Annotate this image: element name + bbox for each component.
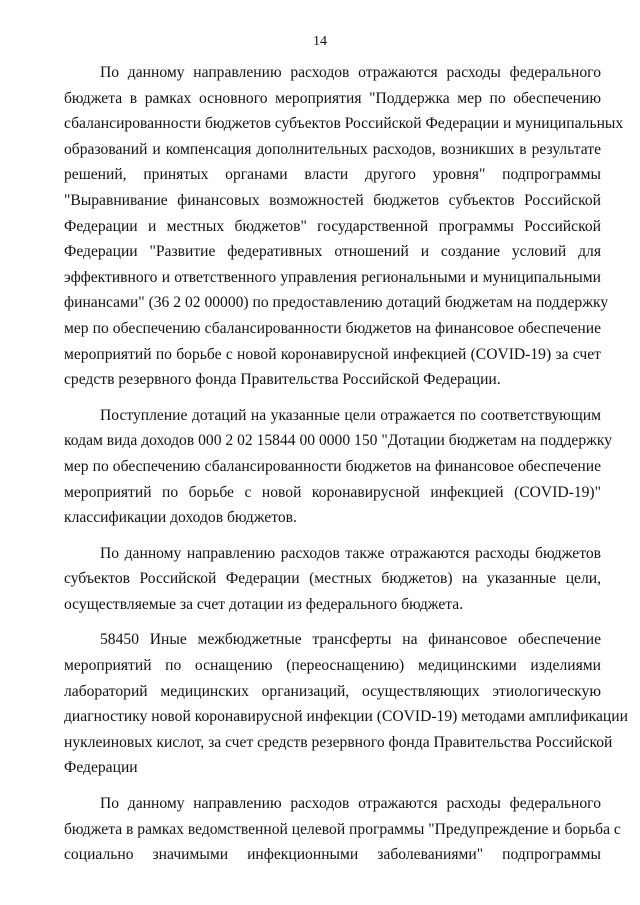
text-line: диагностику новой коронавирусной инфекции (COVID-19) методами амплификации: [64, 708, 628, 726]
text-line: образований и компенсация дополнительных расходов, возникших в результате: [64, 140, 601, 158]
text-line: мероприятий по борьбе с новой коронавирусной инфекцией (COVID-19) за счет: [64, 345, 601, 363]
text-line: 58450 Иные межбюджетные трансферты на финансовое обеспечение: [100, 631, 601, 649]
page-number: 14: [313, 34, 327, 49]
text-line: бюджета в рамках ведомственной целевой программы "Предупреждение и борьба с: [64, 820, 621, 838]
text-line: По данному направлению расходов отражаются расходы федерального: [100, 795, 601, 813]
text-line: мер по обеспечению сбалансированности бюджетов на финансовое обеспечение: [64, 457, 601, 475]
text-line: Федерации и местных бюджетов" государственной программы Российской: [64, 217, 601, 235]
text-line: кодам вида доходов 000 2 02 15844 00 0000 150 "Дотации бюджетам на поддержку: [64, 432, 613, 450]
text-line: мероприятий по оснащению (переоснащению) медицинскими изделиями: [64, 657, 601, 675]
paragraph-regional-budgets: [64, 541, 601, 618]
text-line: Федерации: [64, 759, 138, 777]
paragraph-federal-expenses-balance-support: [64, 60, 624, 393]
document-body: [64, 60, 628, 878]
text-line: лабораторий медицинских организаций, осуществляющих этиологическую: [64, 682, 601, 700]
paragraph-revenue-codes: [64, 403, 613, 531]
text-line: "Выравнивание финансовых возможностей бюджетов субъектов Российской: [64, 191, 601, 209]
text-line: субъектов Российской Федерации (местных бюджетов) на указанные цели,: [64, 570, 601, 588]
text-line: Федерации "Развитие федеративных отношений и создание условий для: [64, 243, 601, 261]
text-line: осуществляемые за счет дотации из федерального бюджета.: [64, 595, 464, 613]
paragraph-departmental-program: [64, 791, 621, 868]
text-line: По данному направлению расходов также отражаются расходы бюджетов: [100, 544, 601, 562]
paragraph-code-58450: [64, 627, 628, 781]
text-line: социально значимыми инфекционными заболеваниями" подпрограммы: [64, 846, 601, 864]
text-line: По данному направлению расходов отражаются расходы федерального: [100, 64, 601, 81]
text-line: бюджета в рамках основного мероприятия "Поддержка мер по обеспечению: [64, 89, 601, 107]
text-line: нуклеиновых кислот, за счет средств резервного фонда Правительства Российской: [64, 733, 613, 751]
text-line: эффективного и ответственного управления региональными и муниципальными: [64, 268, 601, 286]
text-line: сбалансированности бюджетов субъектов Российской Федерации и муниципальных: [64, 115, 624, 133]
text-line: Поступление дотаций на указанные цели отражается по соответствующим: [100, 406, 601, 424]
text-line: классификации доходов бюджетов.: [64, 509, 297, 527]
text-line: мер по обеспечению сбалансированности бюджетов на финансовое обеспечение: [64, 319, 601, 337]
text-line: мероприятий по борьбе с новой коронавирусной инфекцией (COVID-19)": [64, 483, 601, 501]
text-line: средств резервного фонда Правительства Российской Федерации.: [64, 371, 501, 389]
text-line: финансами" (36 2 02 00000) по предоставлению дотаций бюджетам на поддержку: [64, 294, 609, 312]
text-line: решений, принятых органами власти другого уровня" подпрограммы: [64, 166, 601, 184]
